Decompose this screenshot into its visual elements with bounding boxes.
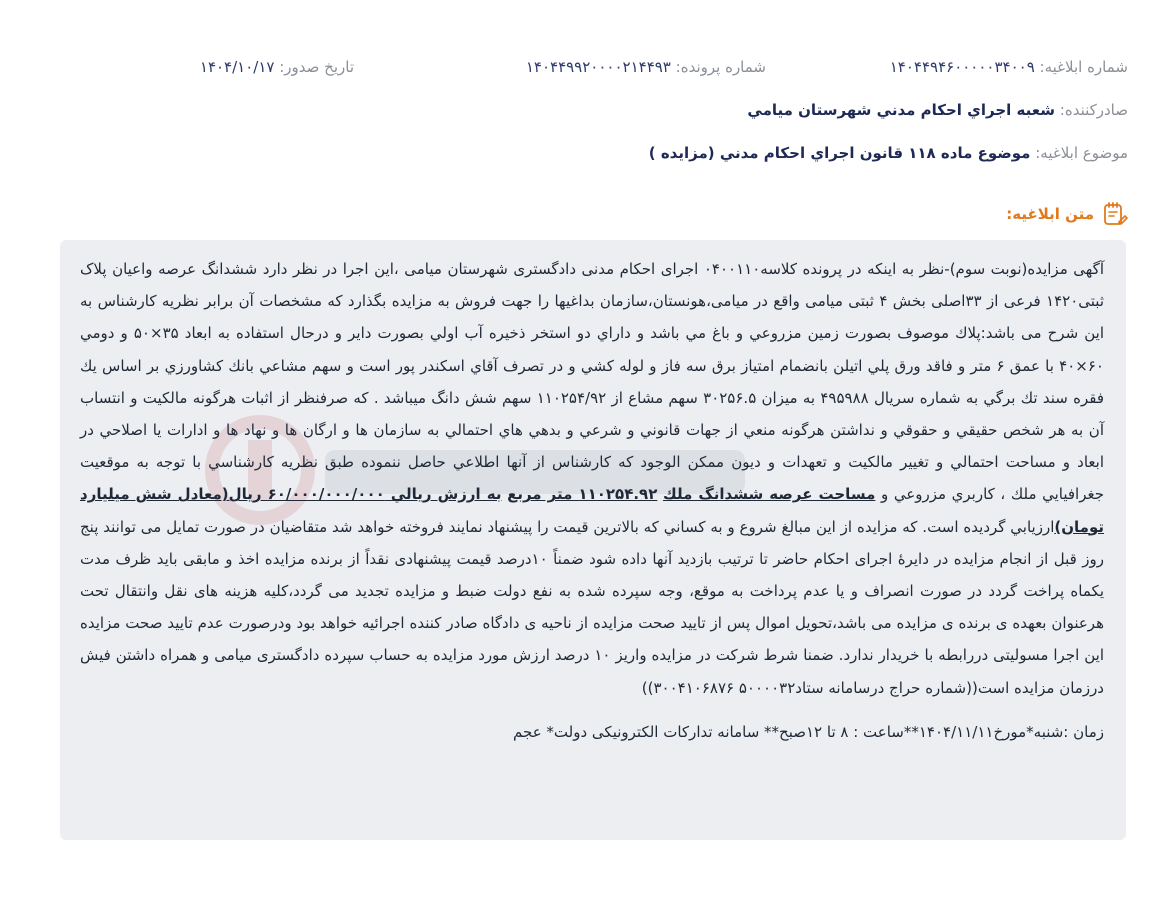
body-part-2: ارزيابي گرديده است. كه مزايده از اين مبالغ شروع و به كساني كه بالاترين قيمت را پيشنهاد نمايند فروخته خواهد شد متقاضيان در صورت تمايل می توانند پنج روز قبل از انجام مزایده در دایرهٔ اجرای احکام حاضر تا ترتیب بازدید آنها داده شود ضمناً ۱۰درصد قیمت پیشنهادی نقداً از برنده مزایده اخذ و مابقی باید ظرف مدت یکماه پراخت گردد در صورت انصراف و یا عدم پرداخت به موقع، وجه سپرده شده به نفع دولت ضبط و مزایده تجدید می گردد،کلیه هزینه های نقل وانتقال تحت هرعنوان بعهده ی برنده ی مزایده می باشد،تحویل اموال پس از تایید صحت مزایده از ناحیه ی دادگاه صادر کننده اجرائیه خواهد بود ودرصورت عدم تایید صحت مزایده این اجرا مسولیتی دررابطه با خریدار ندارد. ضمنا شرط شرکت در مزایده واریز ۱۰ درصد ارزش مورد مزایده به حساب سپرده دادگستری میامی و همراه داشتن فیش درزمان مزایده است((شماره حراج درسامانه ستاد۵۰۰۰۰۳۲ ۳۰۰۴۱۰۶۸۷۶)) — [80, 517, 1104, 697]
auction-time-line: زمان :شنبه*مورخ۱۴۰۴/۱۱/۱۱**ساعت : ۸ تا ۱۲صبح** سامانه تدارکات الکترونیکی دولت* عجم — [513, 722, 1104, 741]
notice-body-text — [80, 253, 1104, 704]
body-bold-area-label: مساحت عرصه ششدانگ ملك — [662, 485, 876, 504]
case-number-label: شماره پرونده: — [675, 58, 766, 76]
issue-date — [200, 58, 354, 76]
case-number — [526, 58, 766, 76]
subject-label: موضوع ابلاغیه: — [1035, 144, 1128, 162]
subject-line — [649, 144, 1128, 162]
issue-date-value: ۱۴۰۴/۱۰/۱۷ — [199, 58, 275, 76]
notice-text-title: متن ابلاغیه: — [1006, 205, 1094, 223]
case-number-value: ۱۴۰۴۴۹۹۲۰۰۰۰۲۱۴۴۹۳ — [525, 58, 671, 76]
subject-value: موضوع ماده ۱۱۸ قانون اجراي احكام مدني (مزايده ) — [648, 144, 1031, 162]
notice-number-label: شماره ابلاغیه: — [1039, 58, 1128, 76]
notice-content-box — [60, 240, 1126, 840]
issuer-label: صادرکننده: — [1059, 101, 1128, 119]
issue-date-label: تاریخ صدور: — [279, 58, 354, 76]
body-part-1: آگهی مزایده(نوبت سوم)-نظر به اینکه در پرونده کلاسه۰۴۰۰۱۱۰ اجرای احکام مدنی دادگستری شهرستان میامی ،این اجرا در نظر دارد ششدانگ عرصه واعیان پلاک ثبتی۱۴۲۰ فرعی از ۳۳اصلی بخش ۴ ثبتی میامی واقع در میامی،هونستان،سازمان بداغیها را جهت فروش به مزایده بگذارد که مشخصات آن برابر نظریه کارشناس به این شرح می باشد:پلاك موصوف بصورت زمين مزروعي و باغ مي باشد و داراي دو استخر ذخيره آب اولي بصورت داير و درحال استفاده به ابعاد ۳۵×۵۰ و دومي ۶۰×۴۰ با عمق ۶ متر و فاقد ورق پلي اتيلن بانضمام امتياز برق سه فاز و لوله كشي و در تصرف آقاي اسكندر پور است و سهم مشاعي بانك كشاورزي بر اساس يك فقره سند تك برگي به شماره سريال ۴۹۵۹۸۸ به ميزان ۳۰۲۵۶.۵ سهم مشاع از ۱۱۰۲۵۴/۹۲ سهم شش دانگ ميباشد . كه صرفنظر از اثبات هرگونه مالكيت و انتساب آن به هر شخص حقيقي و حقوقي و نداشتن هرگونه منعي از جهات قانوني و شرعي و بدهي هاي احتمالي به سازمان ها و ارگان ها و نهاد ها و ادارات يا اصلاحي در ابعاد و مساحت احتمالي و تغيير مالكيت و تعهدات و ديون ممكن الوجود كه كارشناس از آنها اطلاعي حاصل ننموده طبق نظريه كارشناسي با توجه به موقعيت جغرافيايي ملك ، كاربري مزروعي و — [80, 260, 1104, 504]
body-bold-value-text: به ارزش ريالي ۶۰/۰۰۰/۰۰۰/۰۰۰ ريال(معادل شش ميليارد تومان) — [80, 485, 1104, 536]
note-edit-icon — [1102, 201, 1128, 227]
notice-number — [890, 58, 1128, 76]
notice-meta-row — [40, 58, 1128, 82]
issuer-value: شعبه اجراي احكام مدني شهرستان ميامي — [747, 101, 1055, 119]
notice-text-heading — [1006, 201, 1128, 227]
issuer-line — [747, 101, 1128, 119]
notice-number-value: ۱۴۰۴۴۹۴۶۰۰۰۰۰۳۴۰۰۹ — [889, 58, 1035, 76]
body-bold-area-value: ۱۱۰۲۵۴.۹۲ متر مربع — [507, 485, 658, 504]
